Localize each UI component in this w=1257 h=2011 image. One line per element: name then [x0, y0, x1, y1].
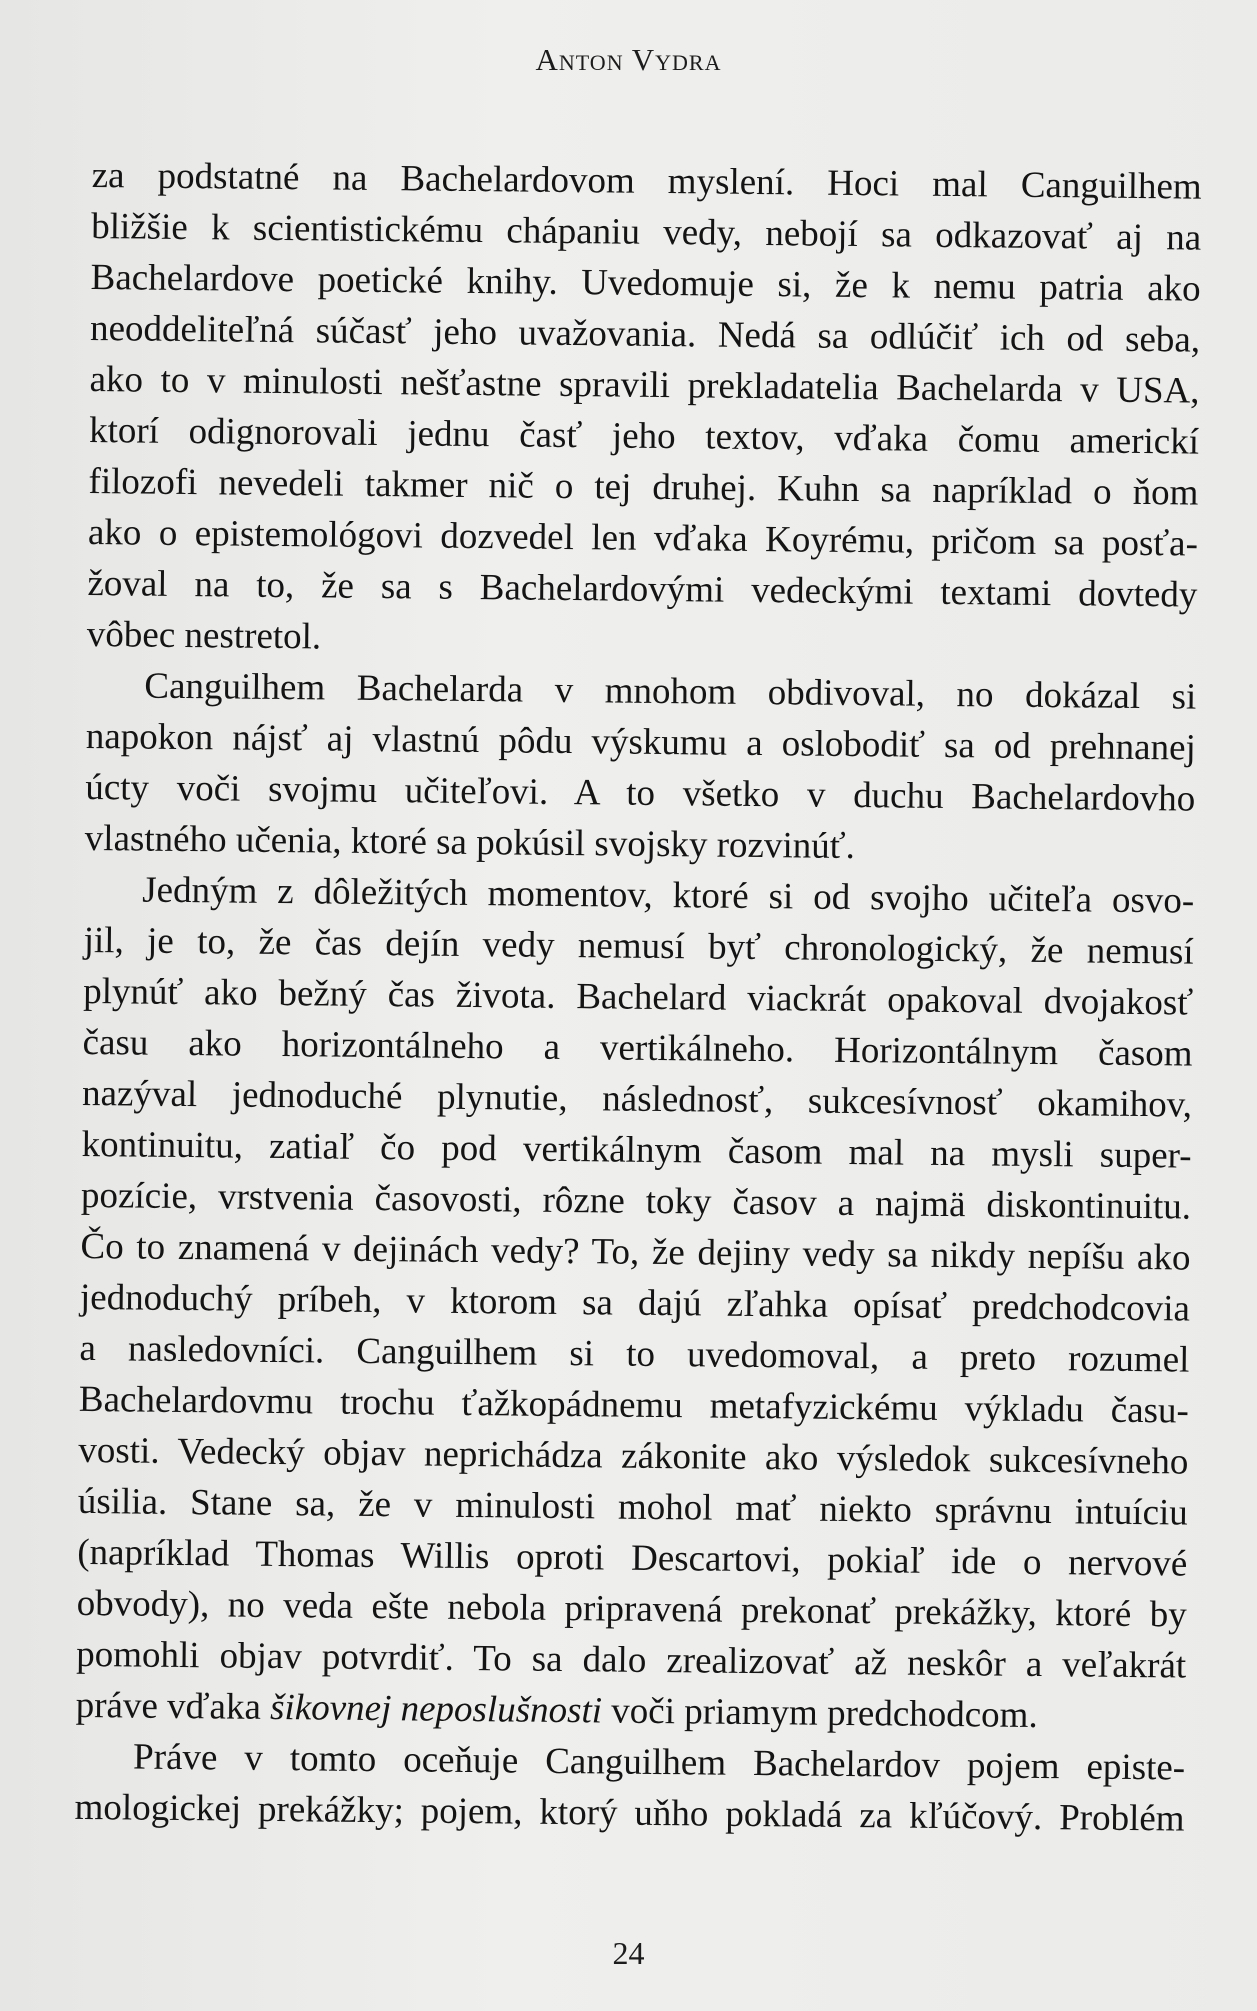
running-head: Anton Vydra [535, 42, 722, 77]
text-line: obvody), no veda ešte nebola pripravená prekonať prekážky, ktoré by [76, 1582, 1187, 1636]
text-line: za podstatné na Bachelardovom myslení. Hoci mal Canguilhem [91, 154, 1202, 208]
text-line: vosti. Vedecký objav neprichádza zákonite ako výsledok sukcesívneho [78, 1429, 1189, 1483]
text-line: neoddeliteľná súčasť jeho uvažovania. Nedá sa odlúčiť ich od seba, [89, 307, 1201, 361]
text-run: práve vďaka [75, 1684, 271, 1728]
text-line: úsilia. Stane sa, že v minulosti mohol mať niekto správnu intuíciu [77, 1480, 1189, 1534]
text-line: jednoduchý príbeh, v ktorom sa dajú zľahka opísať predchodcovia [79, 1276, 1191, 1330]
text-line: (napríklad Thomas Willis oproti Descartovi, pokiaľ ide o nervové [77, 1531, 1188, 1585]
text-line: žoval na to, že sa s Bachelardovými vedeckými textami dovtedy [87, 562, 1198, 616]
paragraph-first-line: Canguilhem Bachelarda v mnohom obdivoval, no dokázal si [144, 665, 1197, 718]
text-line: Čo to znamená v dejinách vedy? To, že dejiny vedy sa nikdy nepíšu ako [80, 1225, 1191, 1279]
text-line: Bachelardovmu trochu ťažkopádnemu metafyzickému výkladu času- [78, 1378, 1190, 1432]
body-text [74, 150, 1202, 1845]
text-line: bližšie k scientistickému chápaniu vedy, nebojí sa odkazovať aj na [90, 205, 1202, 259]
text-line: ako o epistemológovi dozvedel len vďaka Koyrému, pričom sa posťa- [87, 511, 1199, 565]
text-line: kontinuitu, zatiaľ čo pod vertikálnym časom mal na mysli super- [81, 1123, 1192, 1177]
text-run: voči priamym predchodcom. [601, 1690, 1038, 1736]
text-line: ktorí odignorovali jednu časť jeho textov, vďaka čomu americkí [88, 409, 1200, 463]
text-line: plynúť ako bežný čas života. Bachelard viackrát opakoval dvojakosť [82, 970, 1194, 1024]
paragraph-first-line: Jedným z dôležitých momentov, ktoré si od svojho učiteľa osvo- [142, 869, 1195, 922]
text-line: mologickej prekážky; pojem, ktorý uňho pokladá za kľúčový. Problém [74, 1786, 1185, 1840]
text-line: času ako horizontálneho a vertikálneho. Horizontálnym časom [82, 1021, 1193, 1075]
text-line: nazýval jednoduché plynutie, následnosť, sukcesívnosť okamihov, [81, 1072, 1193, 1126]
text-line: vôbec nestretol. [86, 613, 322, 658]
text-line: Bachelardove poetické knihy. Uvedomuje si, že k nemu patria ako [90, 256, 1201, 310]
text-line: pozície, vrstvenia časovosti, rôzne toky časov a najmä diskontinuitu. [80, 1174, 1192, 1228]
text-line: a nasledovníci. Canguilhem si to uvedomoval, a preto rozumel [79, 1327, 1190, 1381]
text-line: vlastného učenia, ktoré sa pokúsil svojsky rozvinúť. [84, 817, 856, 868]
text-line: napokon nájsť aj vlastnú pôdu výskumu a oslobodiť sa od prehnanej [85, 715, 1197, 769]
text-line: pomohli objav potvrdiť. To sa dalo zrealizovať až neskôr a veľakrát [76, 1633, 1187, 1687]
text-line: úcty voči svojmu učiteľovi. A to všetko v duchu Bachelardovho [85, 766, 1196, 820]
text-line: ako to v minulosti nešťastne spravili prekladatelia Bachelarda v USA, [89, 358, 1200, 412]
paragraph-first-line: Práve v tomto oceňuje Canguilhem Bachelardov pojem episte- [132, 1736, 1186, 1789]
text-line: filozofi nevedeli takmer nič o tej druhej. Kuhn sa napríklad o ňom [88, 460, 1199, 514]
page-number: 24 [612, 1935, 645, 1971]
emphasized-phrase: šikovnej neposlušnosti [269, 1686, 603, 1732]
text-line: jil, je to, že čas dejín vedy nemusí byť chronologický, že nemusí [83, 919, 1194, 973]
